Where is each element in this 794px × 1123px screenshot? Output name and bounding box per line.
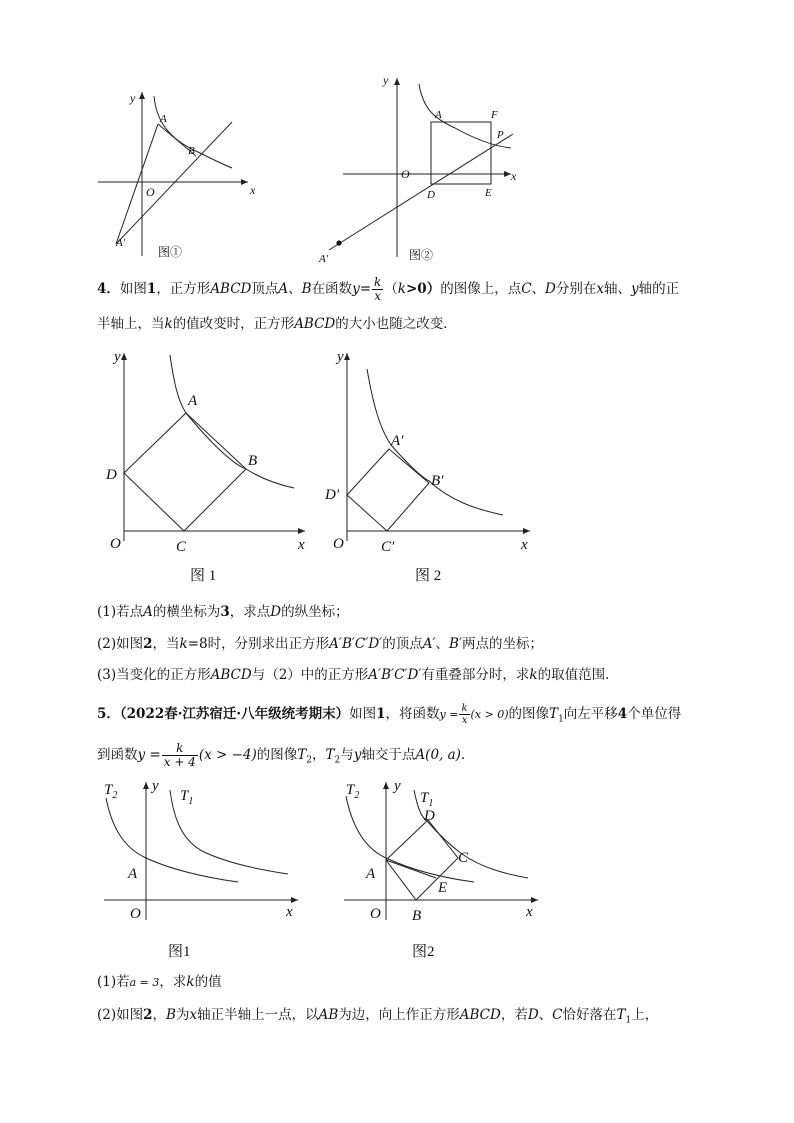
- y-axis-arrow: [394, 78, 400, 85]
- origin-label: O: [370, 906, 381, 922]
- segment-a-e: [386, 860, 436, 878]
- text: 的横坐标为: [152, 604, 221, 620]
- x-label: x: [298, 537, 305, 553]
- square-abcd: [124, 413, 246, 531]
- y-label: y: [152, 778, 159, 794]
- text: 为边，向上作正方形: [338, 1007, 460, 1023]
- text: (1): [97, 974, 117, 990]
- text: 轴正半轴上一点，以: [197, 1007, 319, 1023]
- figure-top-right-svg: [315, 72, 525, 267]
- y-label: y: [130, 91, 136, 105]
- point-a-prime-dot: [336, 240, 341, 245]
- origin-label: O: [110, 536, 121, 552]
- square-a-prime-b-prime-c-prime-d-prime: [347, 449, 429, 531]
- t1-label: [180, 788, 193, 807]
- text: 恰好落在: [562, 1007, 617, 1023]
- point-a-label: A: [188, 393, 198, 409]
- point-a-label: A: [160, 113, 167, 125]
- frac-den: x: [461, 715, 468, 726]
- figure-caption: 图 2: [415, 568, 442, 584]
- text: 到函数: [97, 747, 138, 763]
- text: 分别在: [555, 281, 597, 297]
- text: 、: [531, 281, 546, 297]
- origin-label: O: [401, 167, 410, 181]
- point-e-label: E: [485, 187, 492, 199]
- math-var: C: [521, 281, 532, 297]
- y-axis-arrow: [143, 782, 149, 789]
- figure-q5-1-svg: [100, 774, 320, 964]
- math-var: k: [179, 636, 188, 652]
- text: 有重叠部分时，求: [421, 667, 530, 683]
- y-label: y: [114, 349, 121, 365]
- frac-num: k: [461, 703, 468, 714]
- q4-subquestion-1: [97, 602, 349, 622]
- math-var: B: [301, 281, 312, 297]
- text: 上，: [631, 1007, 659, 1023]
- text: 2: [143, 636, 153, 652]
- x-axis-arrow: [298, 528, 305, 534]
- subscript: 1: [625, 1015, 632, 1026]
- figure-top-left-svg: [90, 86, 270, 266]
- math-var: D: [270, 604, 282, 620]
- text: 的图像: [256, 747, 298, 763]
- point-a-label: A: [435, 109, 442, 121]
- figure-q4-2: [325, 345, 545, 589]
- text: 的图像: [508, 706, 550, 722]
- figure-caption: 图①: [158, 245, 183, 259]
- text: 若: [116, 974, 130, 990]
- point-d-label: D: [106, 467, 117, 483]
- point-d-label: D: [424, 808, 435, 824]
- subscript: 1: [558, 714, 564, 725]
- t1-letter: T: [180, 788, 189, 804]
- figure-q4-1-svg: [100, 345, 320, 585]
- x-label: x: [526, 904, 533, 920]
- t1-letter: T: [420, 790, 429, 806]
- t2-subscript: 2: [354, 790, 360, 801]
- math-var: C: [552, 1007, 563, 1023]
- text: 与（2）中的正方形: [251, 667, 369, 683]
- q5-line-1: [97, 703, 681, 730]
- text: (2): [97, 636, 117, 652]
- math-var: y =: [439, 708, 459, 721]
- x-axis-arrow: [504, 171, 511, 177]
- math-var: A(0, a): [415, 747, 461, 763]
- text: 、: [538, 1007, 553, 1023]
- text: 向左平移: [563, 706, 618, 722]
- text: 如图: [116, 1007, 144, 1023]
- frac-den: x + 4: [163, 755, 196, 769]
- q4-subquestion-3: [97, 665, 619, 685]
- point-e-label: E: [438, 880, 448, 896]
- text: 顶点: [251, 281, 279, 297]
- point-d-label: D: [427, 189, 435, 201]
- point-c-label: C: [176, 539, 187, 555]
- math-var: A′: [422, 636, 436, 652]
- origin-label: O: [130, 906, 141, 922]
- q5-line-2: [97, 742, 474, 771]
- math-var: y=: [352, 281, 372, 297]
- figure-q5-2: [340, 774, 550, 968]
- y-label: y: [383, 73, 389, 87]
- figure-q4-2-svg: [325, 345, 545, 585]
- point-b-label: B: [188, 145, 195, 157]
- math-var: B: [166, 1007, 176, 1023]
- figure-q5-2-svg: [340, 774, 550, 964]
- point-c-prime-label: C′: [381, 539, 395, 555]
- text: 、: [288, 281, 302, 297]
- x-label: x: [286, 904, 293, 920]
- segment-a-prime-a: [116, 124, 158, 244]
- math-var: ABCD: [210, 667, 252, 683]
- text: 当变化的正方形: [116, 667, 211, 683]
- x-axis-arrow: [531, 897, 538, 903]
- figure-caption: 图2: [412, 944, 435, 960]
- point-b-label: B: [412, 908, 422, 924]
- math-var: D: [545, 281, 556, 297]
- x-label: x: [250, 183, 256, 197]
- figure-top-left: [90, 86, 270, 270]
- point-a-prime-label: A′: [319, 253, 329, 265]
- text: 的大小也随之改变．: [335, 316, 457, 332]
- text: 半轴上，当: [97, 316, 165, 332]
- origin-label: O: [146, 185, 155, 199]
- text: ，求点: [229, 604, 271, 620]
- point-d-prime-label: D′: [325, 487, 340, 503]
- point-f-label: F: [491, 109, 498, 121]
- math-var: y: [353, 747, 362, 763]
- y-axis-arrow: [139, 92, 145, 99]
- math-var: k: [529, 667, 538, 683]
- point-p-label: P: [497, 129, 504, 141]
- math-var: T: [325, 747, 335, 763]
- q5-subquestion-1: [97, 972, 222, 993]
- text: 与: [340, 747, 354, 763]
- text: 若点: [116, 604, 144, 620]
- math-var: ABCD: [210, 281, 252, 297]
- hyperbola-curve: [154, 96, 232, 168]
- text: 的值改变时，正方形: [172, 316, 295, 332]
- y-label: y: [337, 349, 344, 365]
- math-var: y: [631, 281, 639, 297]
- origin-label: O: [333, 536, 344, 552]
- text: 1: [146, 281, 157, 297]
- x-axis-arrow: [291, 897, 298, 903]
- text: 两点的坐标；: [462, 636, 544, 652]
- math-var: A: [143, 604, 153, 620]
- text: ，: [312, 747, 326, 763]
- q4-number: 4．: [97, 281, 120, 297]
- t1-subscript: 1: [428, 798, 434, 809]
- math-var: A′B′C′D′: [368, 667, 422, 683]
- math-var: ABCD: [294, 316, 336, 332]
- figure-top-right: [315, 72, 525, 271]
- figure-caption: 图②: [409, 248, 434, 262]
- text: 、: [435, 636, 450, 652]
- x-axis-arrow: [241, 179, 248, 185]
- math-var: y =: [137, 747, 161, 763]
- point-a-label: A: [366, 866, 376, 882]
- math-var: T: [297, 747, 307, 763]
- line-a-prime: [116, 122, 232, 244]
- q5-number: 5．: [97, 706, 120, 722]
- t1-label: [420, 790, 433, 809]
- text: 轴、: [604, 281, 631, 297]
- text: 2: [143, 1007, 153, 1023]
- q4-subquestion-2: [97, 634, 543, 654]
- y-axis-arrow: [383, 782, 389, 789]
- y-axis-arrow: [121, 353, 127, 360]
- math-var: (x > −4): [198, 747, 257, 763]
- point-a-prime-label: A′: [391, 433, 404, 449]
- point-c-label: C: [458, 850, 469, 866]
- frac-num: k: [162, 742, 198, 756]
- fraction-k-over-x: [459, 703, 469, 726]
- text: （: [384, 281, 398, 297]
- x-axis-arrow: [523, 528, 530, 534]
- subscript: 2: [306, 755, 313, 766]
- text: 轴的正: [638, 281, 680, 297]
- math-var: k: [186, 974, 195, 990]
- text: 的取值范围．: [537, 667, 619, 683]
- fraction-k-over-x: [372, 276, 383, 303]
- frac-num: k: [374, 275, 382, 289]
- math-var: x: [189, 1007, 198, 1023]
- text: 如图: [116, 636, 144, 652]
- math-var: a = 3: [129, 976, 160, 989]
- figure-q4-1: [100, 345, 320, 589]
- q4-line-1: [97, 276, 679, 303]
- y-axis-arrow: [344, 353, 350, 360]
- hyperbola-curve: [367, 369, 503, 515]
- text: ，求: [159, 974, 187, 990]
- text: 在函数: [311, 281, 353, 297]
- t2-letter: T: [346, 782, 355, 798]
- text: 如图: [349, 706, 377, 722]
- subscript: 2: [334, 755, 341, 766]
- text: 3: [220, 604, 230, 620]
- math-var: T: [616, 1007, 626, 1023]
- hyperbola-curve: [170, 355, 294, 488]
- q4-line-2: [97, 314, 457, 334]
- t1-subscript: 1: [188, 796, 194, 807]
- text: ．: [460, 747, 475, 763]
- text: (3): [97, 667, 117, 683]
- text: 的值: [194, 974, 222, 990]
- math-var: T: [549, 706, 559, 722]
- q5-subquestion-2: [97, 1005, 658, 1031]
- text: ，: [152, 1007, 167, 1023]
- text: >0）: [405, 281, 441, 297]
- y-label: y: [394, 778, 401, 794]
- math-var: ABCD: [459, 1007, 501, 1023]
- frac-den: x: [374, 289, 382, 303]
- curve-t2: [106, 798, 238, 882]
- text: ，将函数: [385, 706, 440, 722]
- math-var: B′: [449, 636, 463, 652]
- math-var: k: [164, 316, 173, 332]
- text: 的顶点: [382, 636, 423, 652]
- text: 个单位得: [627, 706, 682, 722]
- point-b-prime-label: B′: [431, 473, 444, 489]
- math-var: x: [596, 281, 604, 297]
- math-var: A: [278, 281, 289, 297]
- text: 时，分别求出正方形: [207, 636, 330, 652]
- text: (2): [97, 1007, 117, 1023]
- text: 1: [376, 706, 386, 722]
- text: 如图: [119, 281, 147, 297]
- figure-q5-1: [100, 774, 320, 968]
- figure-caption: 图1: [168, 944, 191, 960]
- point-a-label: A: [128, 866, 138, 882]
- t2-letter: T: [104, 782, 113, 798]
- q5-source: （2022春·江苏宿迁·八年级统考期末）: [119, 706, 350, 722]
- figure-caption: 图 1: [190, 568, 217, 584]
- text: 的纵坐标；: [281, 604, 349, 620]
- text: 的图像上，点: [440, 281, 522, 297]
- text: 轴交于点: [361, 747, 416, 763]
- square-abcd: [386, 820, 458, 900]
- point-a-prime-label: A′: [116, 237, 126, 249]
- math-var: AB: [318, 1007, 339, 1023]
- text: ，正方形: [156, 281, 211, 297]
- math-var: k: [397, 281, 406, 297]
- text: 为: [175, 1007, 190, 1023]
- x-label: x: [511, 169, 517, 183]
- t2-subscript: 2: [112, 790, 118, 801]
- x-label: x: [521, 537, 528, 553]
- math-var: A′B′C′D′: [329, 636, 383, 652]
- math-var: (x > 0): [470, 708, 509, 721]
- math-var: D: [527, 1007, 539, 1023]
- text: 4: [617, 706, 628, 722]
- fraction-k-over-x-plus-4: [162, 742, 198, 769]
- text: ，若: [500, 1007, 528, 1023]
- text: =8: [187, 636, 208, 652]
- t2-label: [346, 782, 359, 801]
- point-b-label: B: [248, 453, 258, 469]
- text: ，当: [152, 636, 180, 652]
- text: (1): [97, 604, 117, 620]
